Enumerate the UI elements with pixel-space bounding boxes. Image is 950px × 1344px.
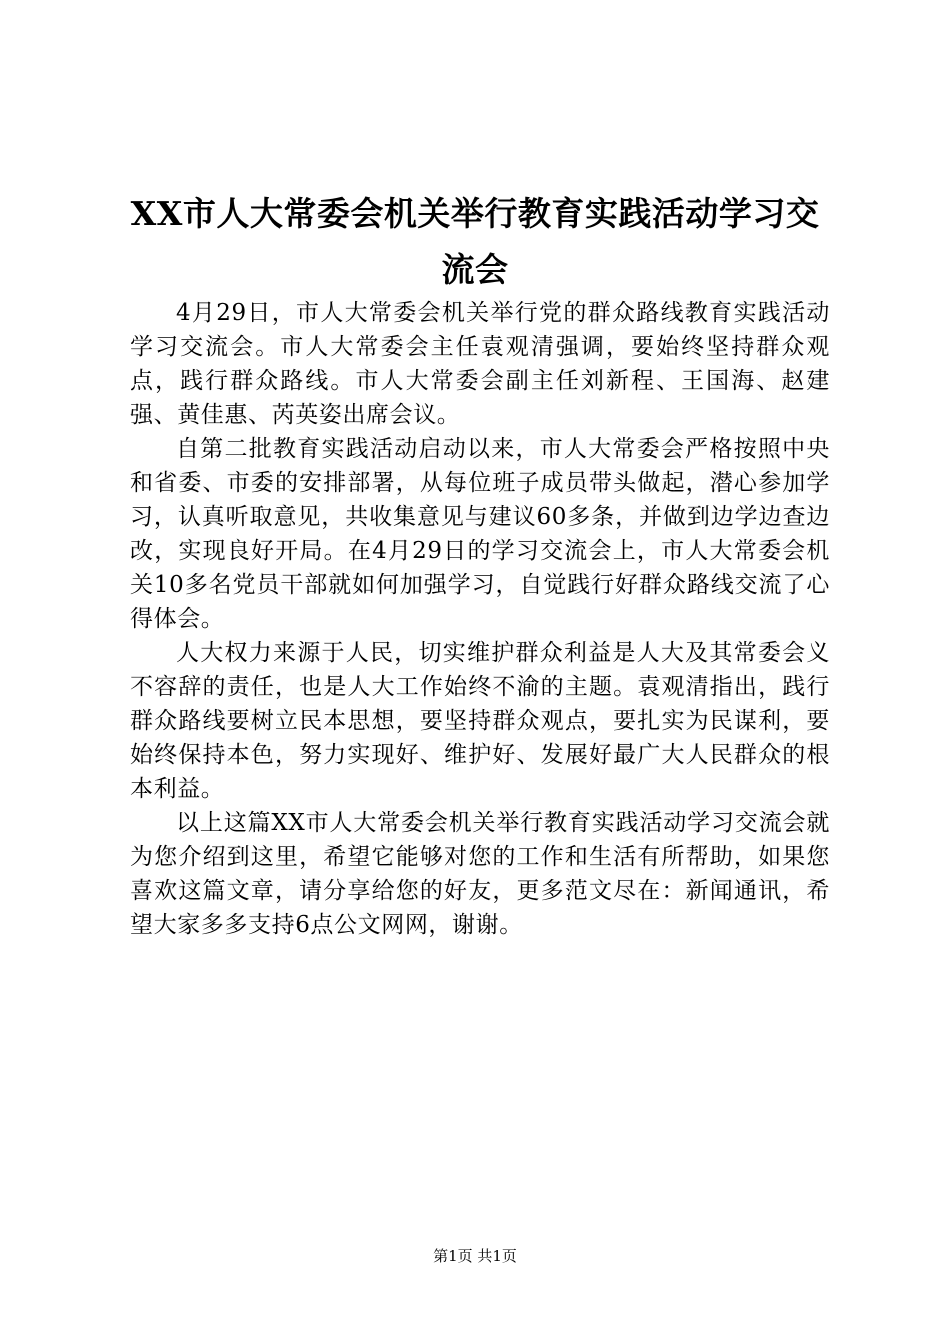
paragraph: 人大权力来源于人民，切实维护群众利益是人大及其常委会义不容辞的责任，也是人大工作始终不渝的主题。袁观清指出，践行群众路线要树立民本思想，要坚持群众观点，要扎实为民谋利，要始终保持本色，努力实现好、维护好、发展好最广大人民群众的根本利益。 (130, 640, 830, 802)
document-body (130, 296, 830, 942)
paragraph: 以上这篇XX市人大常委会机关举行教育实践活动学习交流会就为您介绍到这里，希望它能够对您的工作和生活有所帮助，如果您喜欢这篇文章，请分享给您的好友，更多范文尽在：新闻通讯，希望大家多多支持6点公文网网，谢谢。 (130, 810, 830, 938)
page-footer: 第1页 共1页 (433, 1247, 517, 1265)
paragraph: 4月29日，市人大常委会机关举行党的群众路线教育实践活动学习交流会。市人大常委会主任袁观清强调，要始终坚持群众观点，践行群众路线。市人大常委会副主任刘新程、王国海、赵建强、黄佳惠、芮英姿出席会议。 (130, 300, 830, 428)
paragraph: 自第二批教育实践活动启动以来，市人大常委会严格按照中央和省委、市委的安排部署，从每位班子成员带头做起，潜心参加学习，认真听取意见，共收集意见与建议60多条，并做到边学边查边改，实现良好开局。在4月29日的学习交流会上，市人大常委会机关10多名党员干部就如何加强学习，自觉践行好群众路线交流了心得体会。 (130, 436, 830, 632)
document-title: XX市人大常委会机关举行教育实践活动学习交流会 (130, 194, 820, 289)
